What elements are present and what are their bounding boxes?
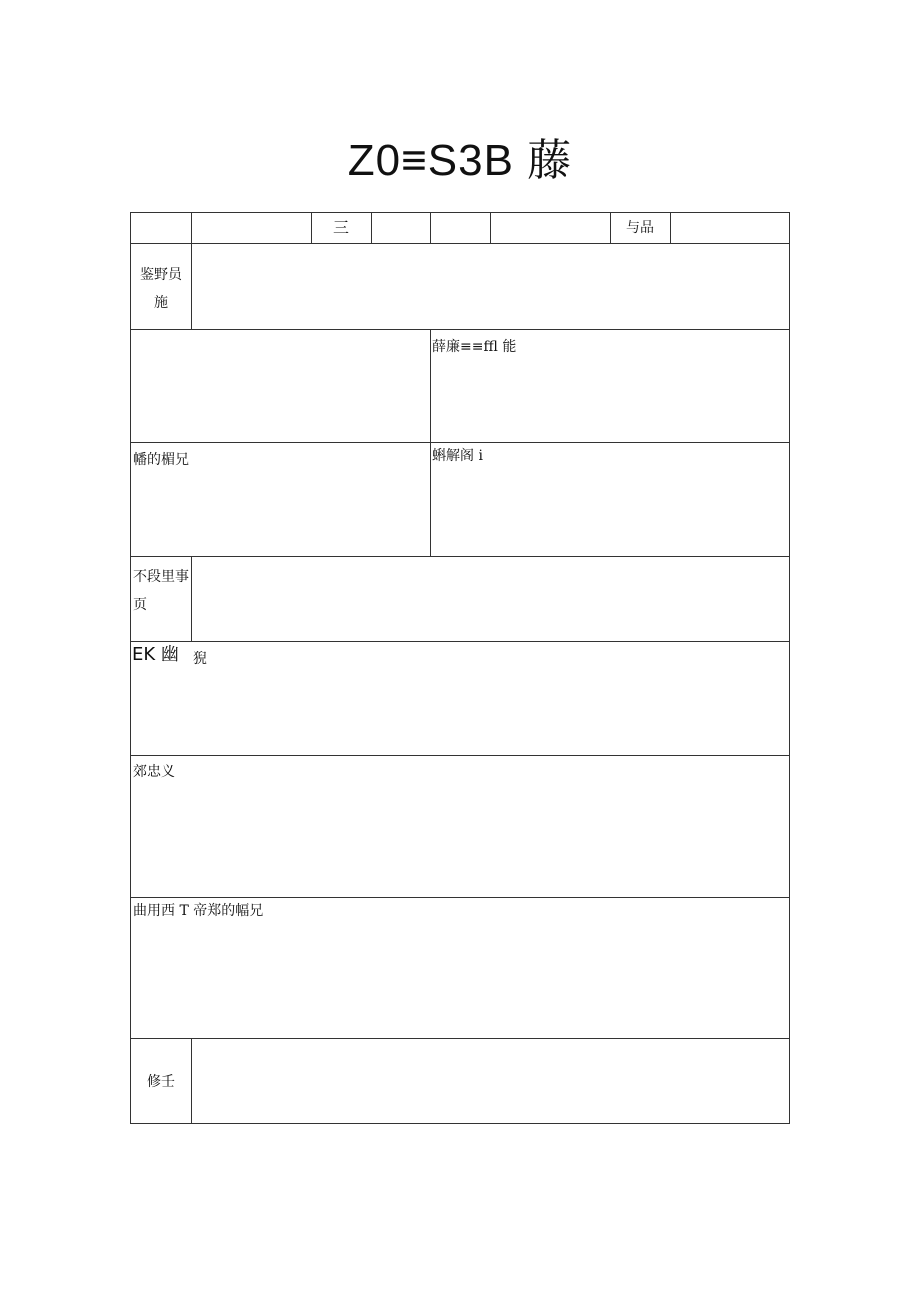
row6-field[interactable] [131,641,789,755]
row2-field[interactable] [191,243,789,329]
row4-left-field[interactable] [131,442,430,556]
header-cell-3: 三 [332,218,349,237]
row4-left-label: 幡的楣兄 [133,452,189,468]
row3-right-label: 薛廉≡≡ffl 能 [432,339,517,355]
row3-right-field[interactable] [430,329,789,442]
header-cell-5[interactable] [430,213,490,243]
row7-label: 郊忠义 [133,764,175,780]
row6-label-a: EK 幽 [132,644,179,665]
header-cell-6[interactable] [490,213,610,243]
document-title: Z0≡S3B 藤 [347,136,573,185]
record-form [130,212,790,1124]
row8-label: 曲用西 T 帝郑的幅兄 [133,903,264,919]
row8-field[interactable] [131,897,789,1038]
row4-right-field[interactable] [430,442,789,556]
row9-label: 修壬 [147,1074,175,1090]
row5-field[interactable] [191,556,789,641]
header-cell-8[interactable] [670,213,790,243]
row4-right-label: 蝌解阁 i [432,448,483,464]
row5-label: 不段里事页 [133,569,189,613]
row3-left-field[interactable] [131,329,430,442]
row7-field[interactable] [131,755,789,897]
header-cell-4[interactable] [371,213,430,243]
row2-label: 鉴野员施 [140,267,182,311]
row9-field[interactable] [191,1038,789,1123]
header-cell-7: 与品 [626,220,654,236]
row6-label-b: 猊 [193,651,207,667]
header-cell-2[interactable] [191,213,311,243]
header-cell-1[interactable] [131,213,191,243]
